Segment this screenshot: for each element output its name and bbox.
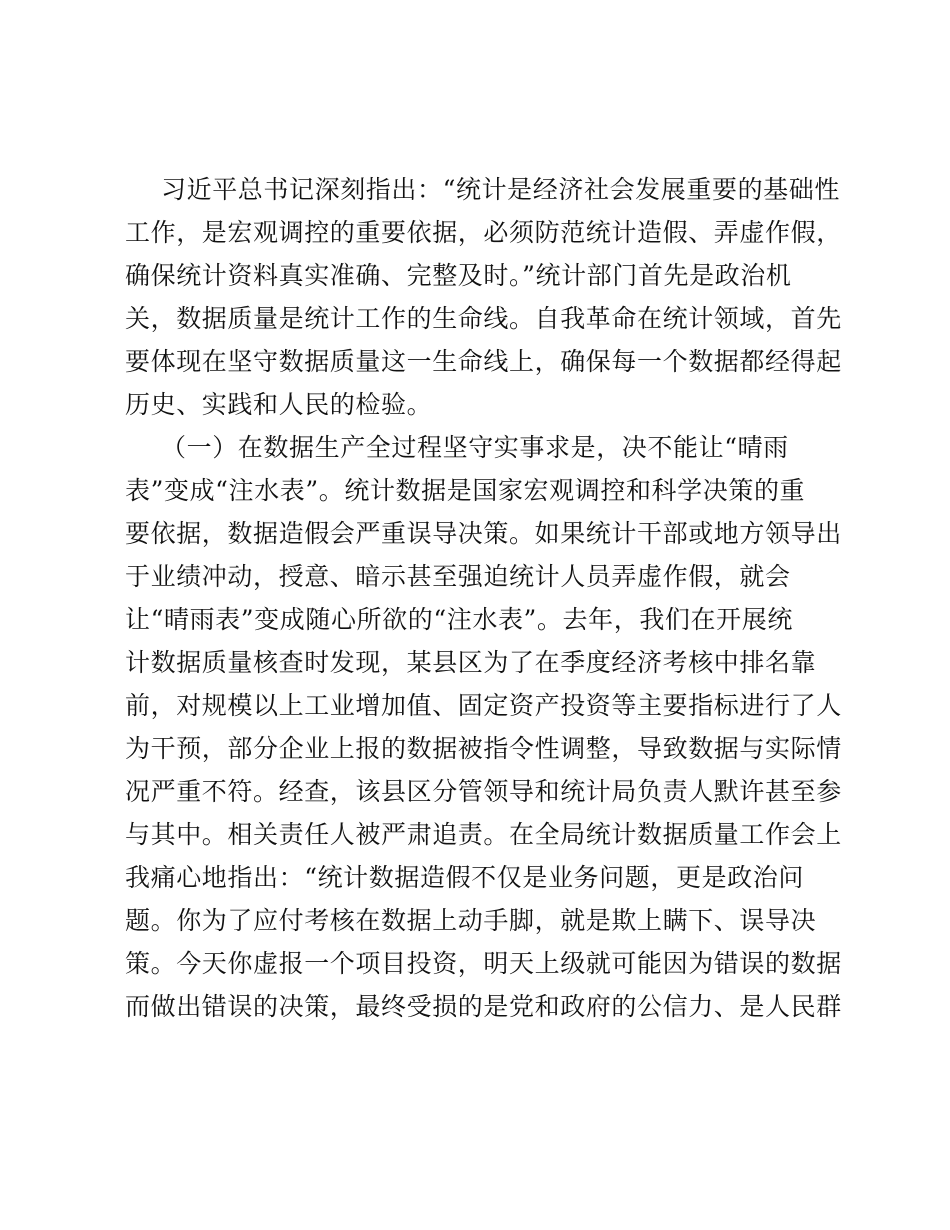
- section-heading-line: （一）在数据生产全过程坚守实事求是，决不能让“晴雨: [161, 433, 789, 462]
- body-text: [125, 168, 842, 1028]
- paragraph-2-line-8: 为干预，部分企业上报的数据被指令性调整，导致数据与实际情: [125, 734, 842, 763]
- paragraph-1-line-4: 关，数据质量是统计工作的生命线。自我革命在统计领域，首先: [125, 304, 842, 333]
- paragraph-2-line-10: 与其中。相关责任人被严肃追责。在全局统计数据质量工作会上: [125, 820, 842, 849]
- paragraph-1-line-5: 要体现在坚守数据质量这一生命线上，确保每一个数据都经得起: [125, 347, 842, 376]
- paragraph-1-line-2: 工作，是宏观调控的重要依据，必须防范统计造假、弄虚作假，: [125, 218, 842, 247]
- paragraph-2-line-3: 要依据，数据造假会严重误导决策。如果统计干部或地方领导出: [125, 519, 842, 548]
- paragraph-2-line-2: 表”变成“注水表”。统计数据是国家宏观调控和科学决策的重: [125, 476, 806, 505]
- paragraph-1-line-3: 确保统计资料真实准确、完整及时。”统计部门首先是政治机: [125, 261, 792, 290]
- paragraph-2-line-9: 况严重不符。经查，该县区分管领导和统计局负责人默许甚至参: [125, 777, 842, 806]
- paragraph-2-line-6: 计数据质量核查时发现，某县区为了在季度经济考核中排名靠: [125, 648, 817, 677]
- paragraph-2-line-13: 策。今天你虚报一个项目投资，明天上级就可能因为错误的数据: [125, 949, 842, 978]
- paragraph-2-line-5: 让“晴雨表”变成随心所欲的“注水表”。去年，我们在开展统: [125, 605, 793, 634]
- paragraph-2-line-7: 前，对规模以上工业增加值、固定资产投资等主要指标进行了人: [125, 691, 842, 720]
- paragraph-1-line-6: 历史、实践和人民的检验。: [125, 390, 433, 419]
- paragraph-2-line-4: 于业绩冲动，授意、暗示甚至强迫统计人员弄虚作假，就会: [125, 562, 791, 591]
- paragraph-2-line-14: 而做出错误的决策，最终受损的是党和政府的公信力、是人民群: [125, 992, 842, 1021]
- paragraph-2-line-12: 题。你为了应付考核在数据上动手脚，就是欺上瞒下、误导决: [125, 906, 817, 935]
- paragraph-1-line-1: 习近平总书记深刻指出：“统计是经济社会发展重要的基础性: [161, 175, 840, 204]
- paragraph-2-line-11: 我痛心地指出：“统计数据造假不仅是业务问题，更是政治问: [125, 863, 804, 892]
